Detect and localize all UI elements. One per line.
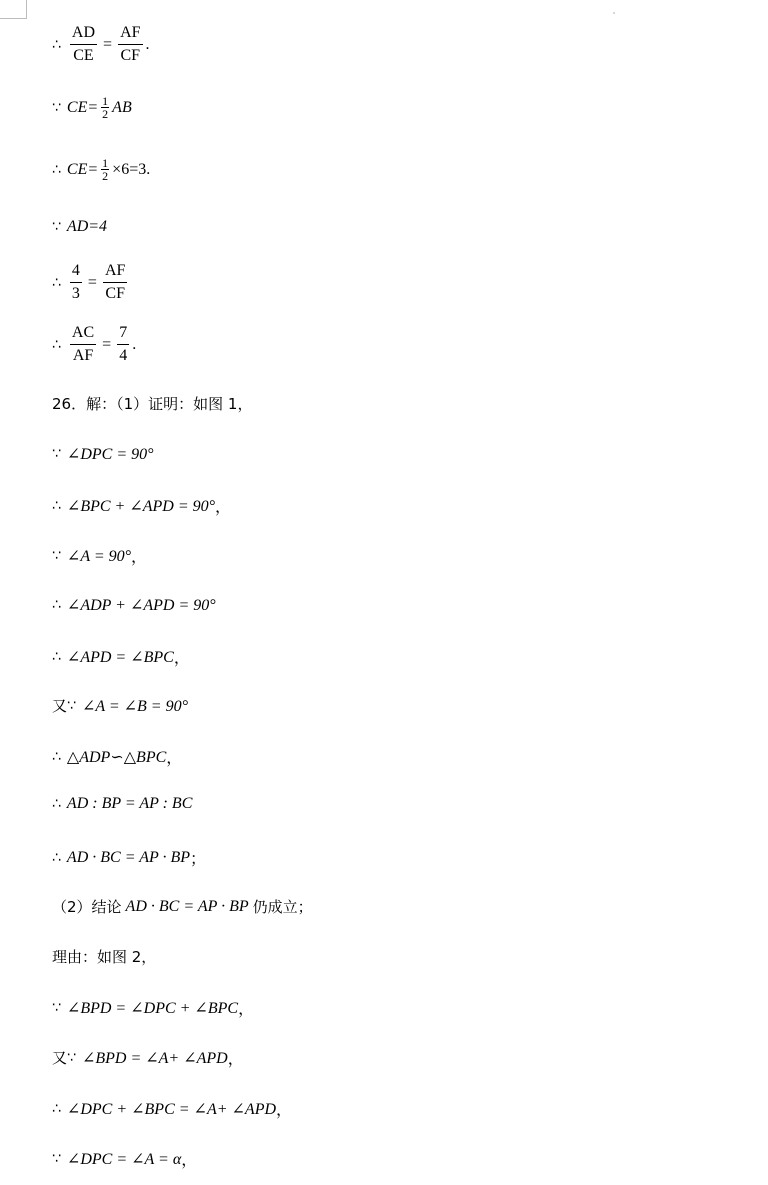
because-symbol: ∵ (52, 446, 61, 462)
fraction-ac-af: $\frac{AC}{AF}$ (71, 324, 95, 364)
line-17: （2）结论 AD · BC = AP · BP 仍成立； (52, 897, 313, 916)
fraction-one-half: $\frac{1}{2}$ (102, 94, 109, 121)
line-16: ∴ AD · BC = AP · BP ； (52, 848, 207, 868)
line-15: ∴ AD : BP = AP : BC (52, 795, 193, 812)
line-1: ∴ $\frac{AD}{CE}$ = $\frac{AF}{CF}$ . (52, 24, 150, 64)
because-symbol: ∵ (52, 999, 61, 1016)
fraction-seven-fourths: $\frac{7}{4}$ (119, 324, 128, 364)
therefore-symbol: ∴ (52, 748, 61, 765)
line-5: ∴ $\frac{4}{3}$ = $\frac{AF}{CF}$ (52, 262, 126, 302)
therefore-symbol: ∴ (52, 497, 61, 514)
line-12: ∴ ∠APD = ∠BPC ， (52, 648, 190, 667)
line-21: ∴ ∠DPC + ∠BPC = ∠A+ ∠APD ， (52, 1100, 293, 1119)
line-3: ∴ CE= $\frac{1}{2}$ ×6=3. (52, 156, 151, 183)
therefore-symbol: ∴ (52, 1100, 61, 1117)
line-6: ∴ $\frac{AC}{AF}$ = $\frac{7}{4}$ . (52, 324, 137, 364)
line-2: ∵ CE= $\frac{1}{2}$ AB (52, 94, 132, 121)
therefore-symbol: ∴ (52, 796, 61, 812)
line-14: ∴ △ADP∽△BPC ， (52, 748, 183, 767)
therefore-symbol: ∴ (52, 336, 61, 353)
therefore-symbol: ∴ (52, 597, 61, 613)
line-9: ∴ ∠BPC + ∠APD = 90° ， (52, 497, 232, 516)
line-22: ∵ ∠DPC = ∠A = α ， (52, 1150, 198, 1169)
therefore-symbol: ∴ (52, 648, 61, 665)
because-symbol: ∵ (52, 219, 61, 235)
speck-mark (613, 12, 615, 14)
line-11: ∴ ∠ADP + ∠APD = 90° (52, 597, 216, 614)
fraction-af-cf: $\frac{AF}{CF}$ (120, 24, 141, 64)
line-19: ∵ ∠BPD = ∠DPC + ∠BPC ， (52, 999, 255, 1018)
therefore-symbol: ∴ (52, 849, 61, 866)
fraction-af-cf: $\frac{AF}{CF}$ (104, 262, 126, 302)
therefore-symbol: ∴ (52, 274, 61, 291)
fraction-four-thirds: $\frac{4}{3}$ (71, 262, 80, 302)
because-symbol: ∵ (67, 1049, 76, 1066)
fraction-ad-ce: $\frac{AD}{CE}$ (71, 24, 96, 64)
because-symbol: ∵ (67, 697, 76, 714)
because-symbol: ∵ (52, 547, 61, 564)
line-20: 又 ∵ ∠BPD = ∠A+ ∠APD ， (52, 1049, 244, 1068)
page-corner-marker (0, 0, 27, 19)
therefore-symbol: ∴ (52, 36, 61, 53)
because-symbol: ∵ (52, 99, 61, 116)
line-13: 又 ∵ ∠A = ∠B = 90° (52, 697, 188, 715)
because-symbol: ∵ (52, 1150, 61, 1167)
therefore-symbol: ∴ (52, 161, 61, 178)
line-10: ∵ ∠A = 90° ， (52, 547, 148, 566)
fraction-one-half: $\frac{1}{2}$ (102, 156, 109, 183)
line-8: ∵ ∠DPC = 90° (52, 446, 154, 463)
line-18: 理由：如图 2， (52, 948, 157, 966)
problem-26-heading: 26．解：（1）证明：如图 1， (52, 395, 253, 413)
line-4: ∵ AD=4 (52, 218, 108, 235)
